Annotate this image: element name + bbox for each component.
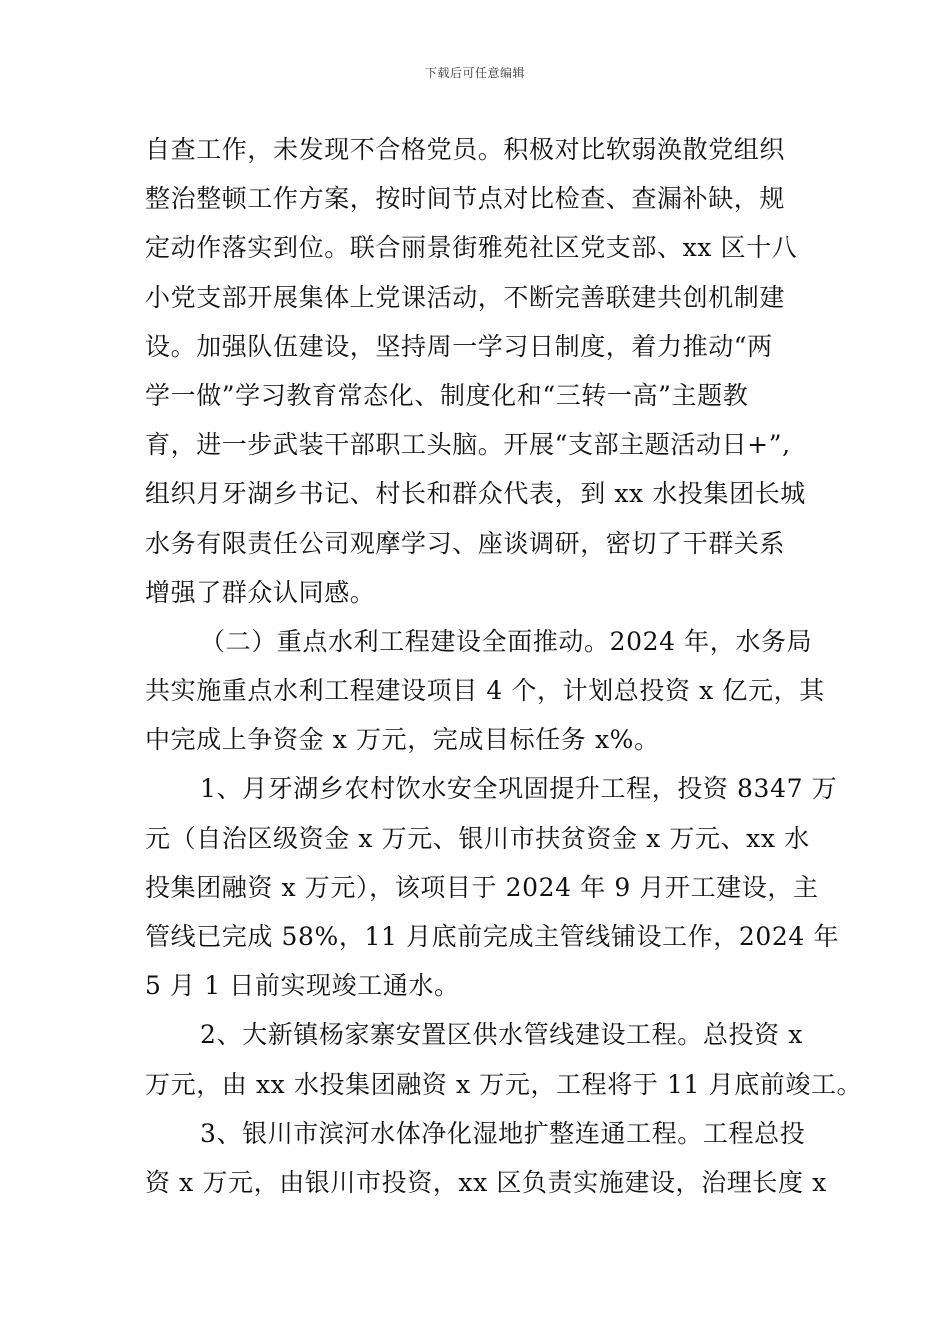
paragraph-project-3 [145, 1109, 827, 1207]
text-line: 共实施重点水利工程建设项目 4 个，计划总投资 x 亿元，其 [145, 676, 825, 706]
paragraph-project-1 [145, 764, 840, 1010]
text-line: 小党支部开展集体上党课活动，不断完善联建共创机制建 [145, 282, 786, 312]
text-line: 元（自治区级资金 x 万元、银川市扶贫资金 x 万元、xx 水 [145, 823, 810, 853]
text-line: 水务有限责任公司观摩学习、座谈调研，密切了干群关系 [145, 528, 786, 558]
text-line: 万元，由 xx 水投集团融资 x 万元，工程将于 11 月底前竣工。 [145, 1069, 863, 1099]
text-line: 投集团融资 x 万元），该项目于 2024 年 9 月开工建设，主 [145, 872, 819, 902]
text-line: 整治整顿工作方案，按时间节点对比检查、查漏补缺，规 [145, 184, 786, 214]
text-line: 学一做”学习教育常态化、制度化和“三转一高”主题教 [145, 380, 749, 410]
text-line: （二）重点水利工程建设全面推动。2024 年，水务局 [200, 626, 813, 656]
text-line: 管线已完成 58%，11 月底前完成主管线铺设工作，2024 年 [145, 922, 840, 951]
text-line: 中完成上争资金 x 万元，完成目标任务 x%。 [145, 725, 660, 755]
paragraph-water-projects-overview [145, 617, 825, 765]
text-line: 组织月牙湖乡书记、村长和群众代表，到 xx 水投集团长城 [145, 479, 806, 509]
text-line: 定动作落实到位。联合丽景街雅苑社区党支部、xx 区十八 [145, 233, 798, 263]
paragraph-project-2 [145, 1010, 863, 1108]
text-line: 自查工作，未发现不合格党员。积极对比软弱涣散党组织 [145, 135, 786, 164]
text-line: 5 月 1 日前实现竣工通水。 [145, 971, 460, 1001]
text-line: 增强了群众认同感。 [145, 577, 376, 607]
paragraph-party-building [145, 125, 810, 617]
text-line: 育，进一步武装干部职工头脑。开展“支部主题活动日+”, [145, 430, 791, 460]
document-body [145, 125, 863, 1207]
text-line: 设。加强队伍建设，坚持周一学习日制度，着力推动“两 [145, 331, 773, 361]
page-header: 下载后可任意编辑 [424, 66, 525, 80]
text-line: 1、月牙湖乡农村饮水安全巩固提升工程，投资 8347 万 [200, 774, 838, 804]
text-line: 3、银川市滨河水体净化湿地扩整连通工程。工程总投 [200, 1118, 806, 1148]
text-line: 2、大新镇杨家寨安置区供水管线建设工程。总投资 x [200, 1020, 803, 1050]
text-line: 资 x 万元，由银川市投资，xx 区负责实施建设，治理长度 x [145, 1167, 827, 1197]
